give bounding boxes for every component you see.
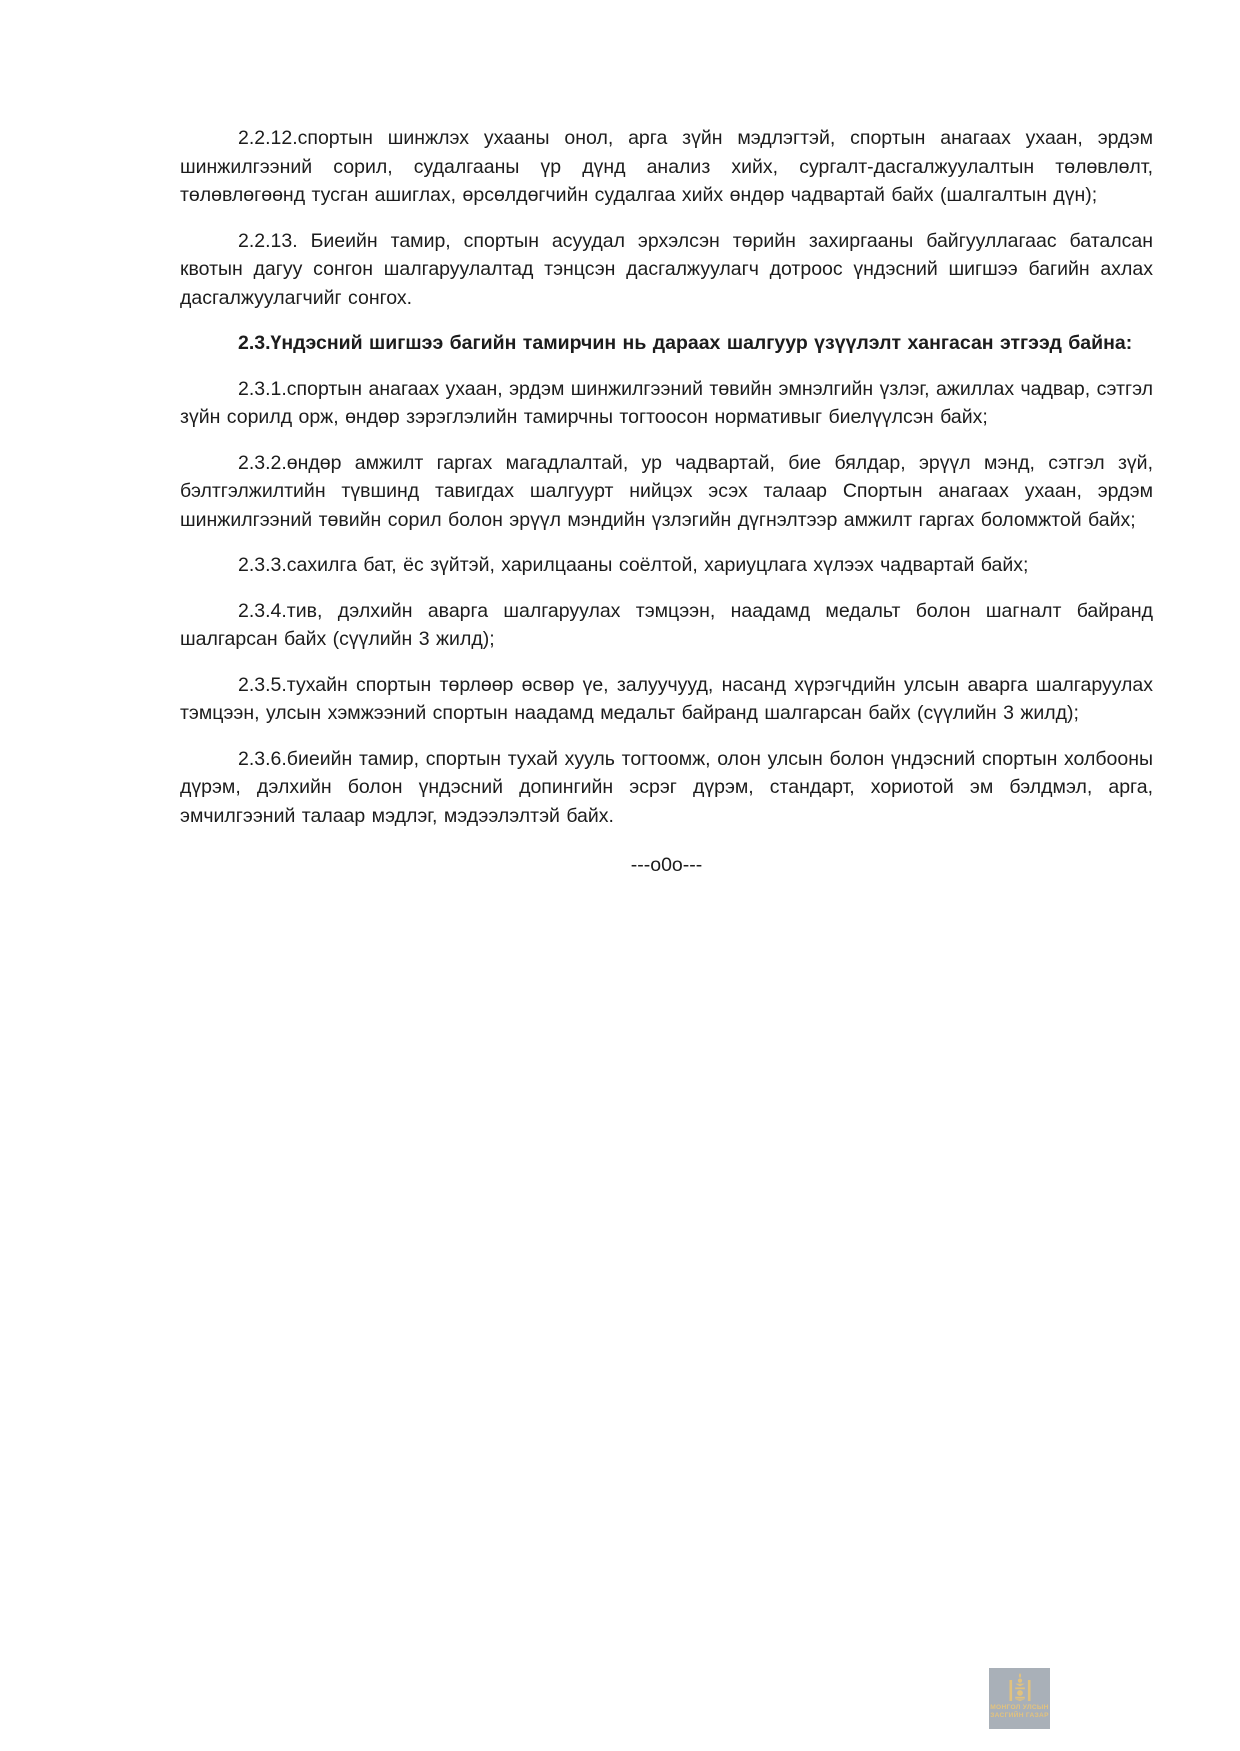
paragraph-2-3-2: 2.3.2.өндөр амжилт гаргах магадлалтай, ур чадвартай, бие бялдар, эрүүл мэнд, сэтгэл зүй, бэлтгэлжилтийн түвшинд тавигдах шалгуурт нийцэх эсэх талаар Спортын анагаах ухаан, эрдэм шинжилгээний төвийн сорил болон эрүүл мэндийн үзлэгийн дүгнэлтээр амжилт гаргах боломжтой байх;: [180, 451, 1153, 531]
paragraph-2-3-4: 2.3.4.тив, дэлхийн аварга шалгаруулах тэмцээн, наадамд медальт болон шагналт байранд шалгарсан байх (сүүлийн 3 жилд);: [180, 599, 1153, 650]
soyombo-icon: [1008, 1673, 1032, 1701]
government-logo: [989, 1668, 1050, 1729]
heading-2-3: 2.3.Үндэсний шигшээ багийн тамирчин нь дараах шалгуур үзүүлэлт хангасан этгээд байна:: [238, 332, 1133, 354]
logo-line-1: МОНГОЛ УЛСЫН: [990, 1704, 1049, 1711]
document-terminator: ---о0о---: [630, 854, 703, 876]
paragraph-2-3-3: 2.3.3.сахилга бат, ёс зүйтэй, харилцааны соёлтой, хариуцлага хүлээх чадвартай байх;: [238, 554, 1029, 576]
document-body: [180, 124, 1153, 897]
government-logo-text: [990, 1704, 1049, 1720]
logo-line-2: ЗАСГИЙН ГАЗАР: [990, 1712, 1049, 1719]
paragraph-2-2-13: 2.2.13. Биеийн тамир, спортын асуудал эрхэлсэн төрийн захиргааны байгууллагаас баталсан квотын дагуу сонгон шалгаруулалтад тэнцсэн дасгалжуулагч дотроос үндэсний шигшээ багийн ахлах дасгалжуулагчийг сонгох.: [180, 229, 1153, 309]
paragraph-2-3-5: 2.3.5.тухайн спортын төрлөөр өсвөр үе, залуучууд, насанд хүрэгчдийн улсын аварга шалгаруулах тэмцээн, улсын хэмжээний спортын наадамд медальт байранд шалгарсан байх (сүүлийн 3 жилд);: [180, 673, 1153, 724]
paragraph-2-2-12: 2.2.12.спортын шинжлэх ухааны онол, арга зүйн мэдлэгтэй, спортын анагаах ухаан, эрдэм шинжилгээний сорил, судалгааны үр дүнд анализ хийх, сургалт-дасгалжуулалтын төлөвлөлт, төлөвлөгөөнд тусган ашиглах, өрсөлдөгчийн судалгаа хийх өндөр чадвартай байх (шалгалтын дүн);: [180, 127, 1153, 206]
paragraph-2-3-6: 2.3.6.биеийн тамир, спортын тухай хууль тогтоомж, олон улсын болон үндэсний спортын холбооны дүрэм, дэлхийн болон үндэсний допингийн эсрэг дүрэм, стандарт, хориотой эм бэлдмэл, арга, эмчилгээний талаар мэдлэг, мэдээлэлтэй байх.: [180, 747, 1153, 827]
paragraph-2-3-1: 2.3.1.спортын анагаах ухаан, эрдэм шинжилгээний төвийн эмнэлгийн үзлэг, ажиллах чадвар, сэтгэл зүйн сорилд орж, өндөр зэрэглэлийн тамирчны тогтоосон нормативыг биелүүлсэн байх;: [180, 377, 1154, 428]
